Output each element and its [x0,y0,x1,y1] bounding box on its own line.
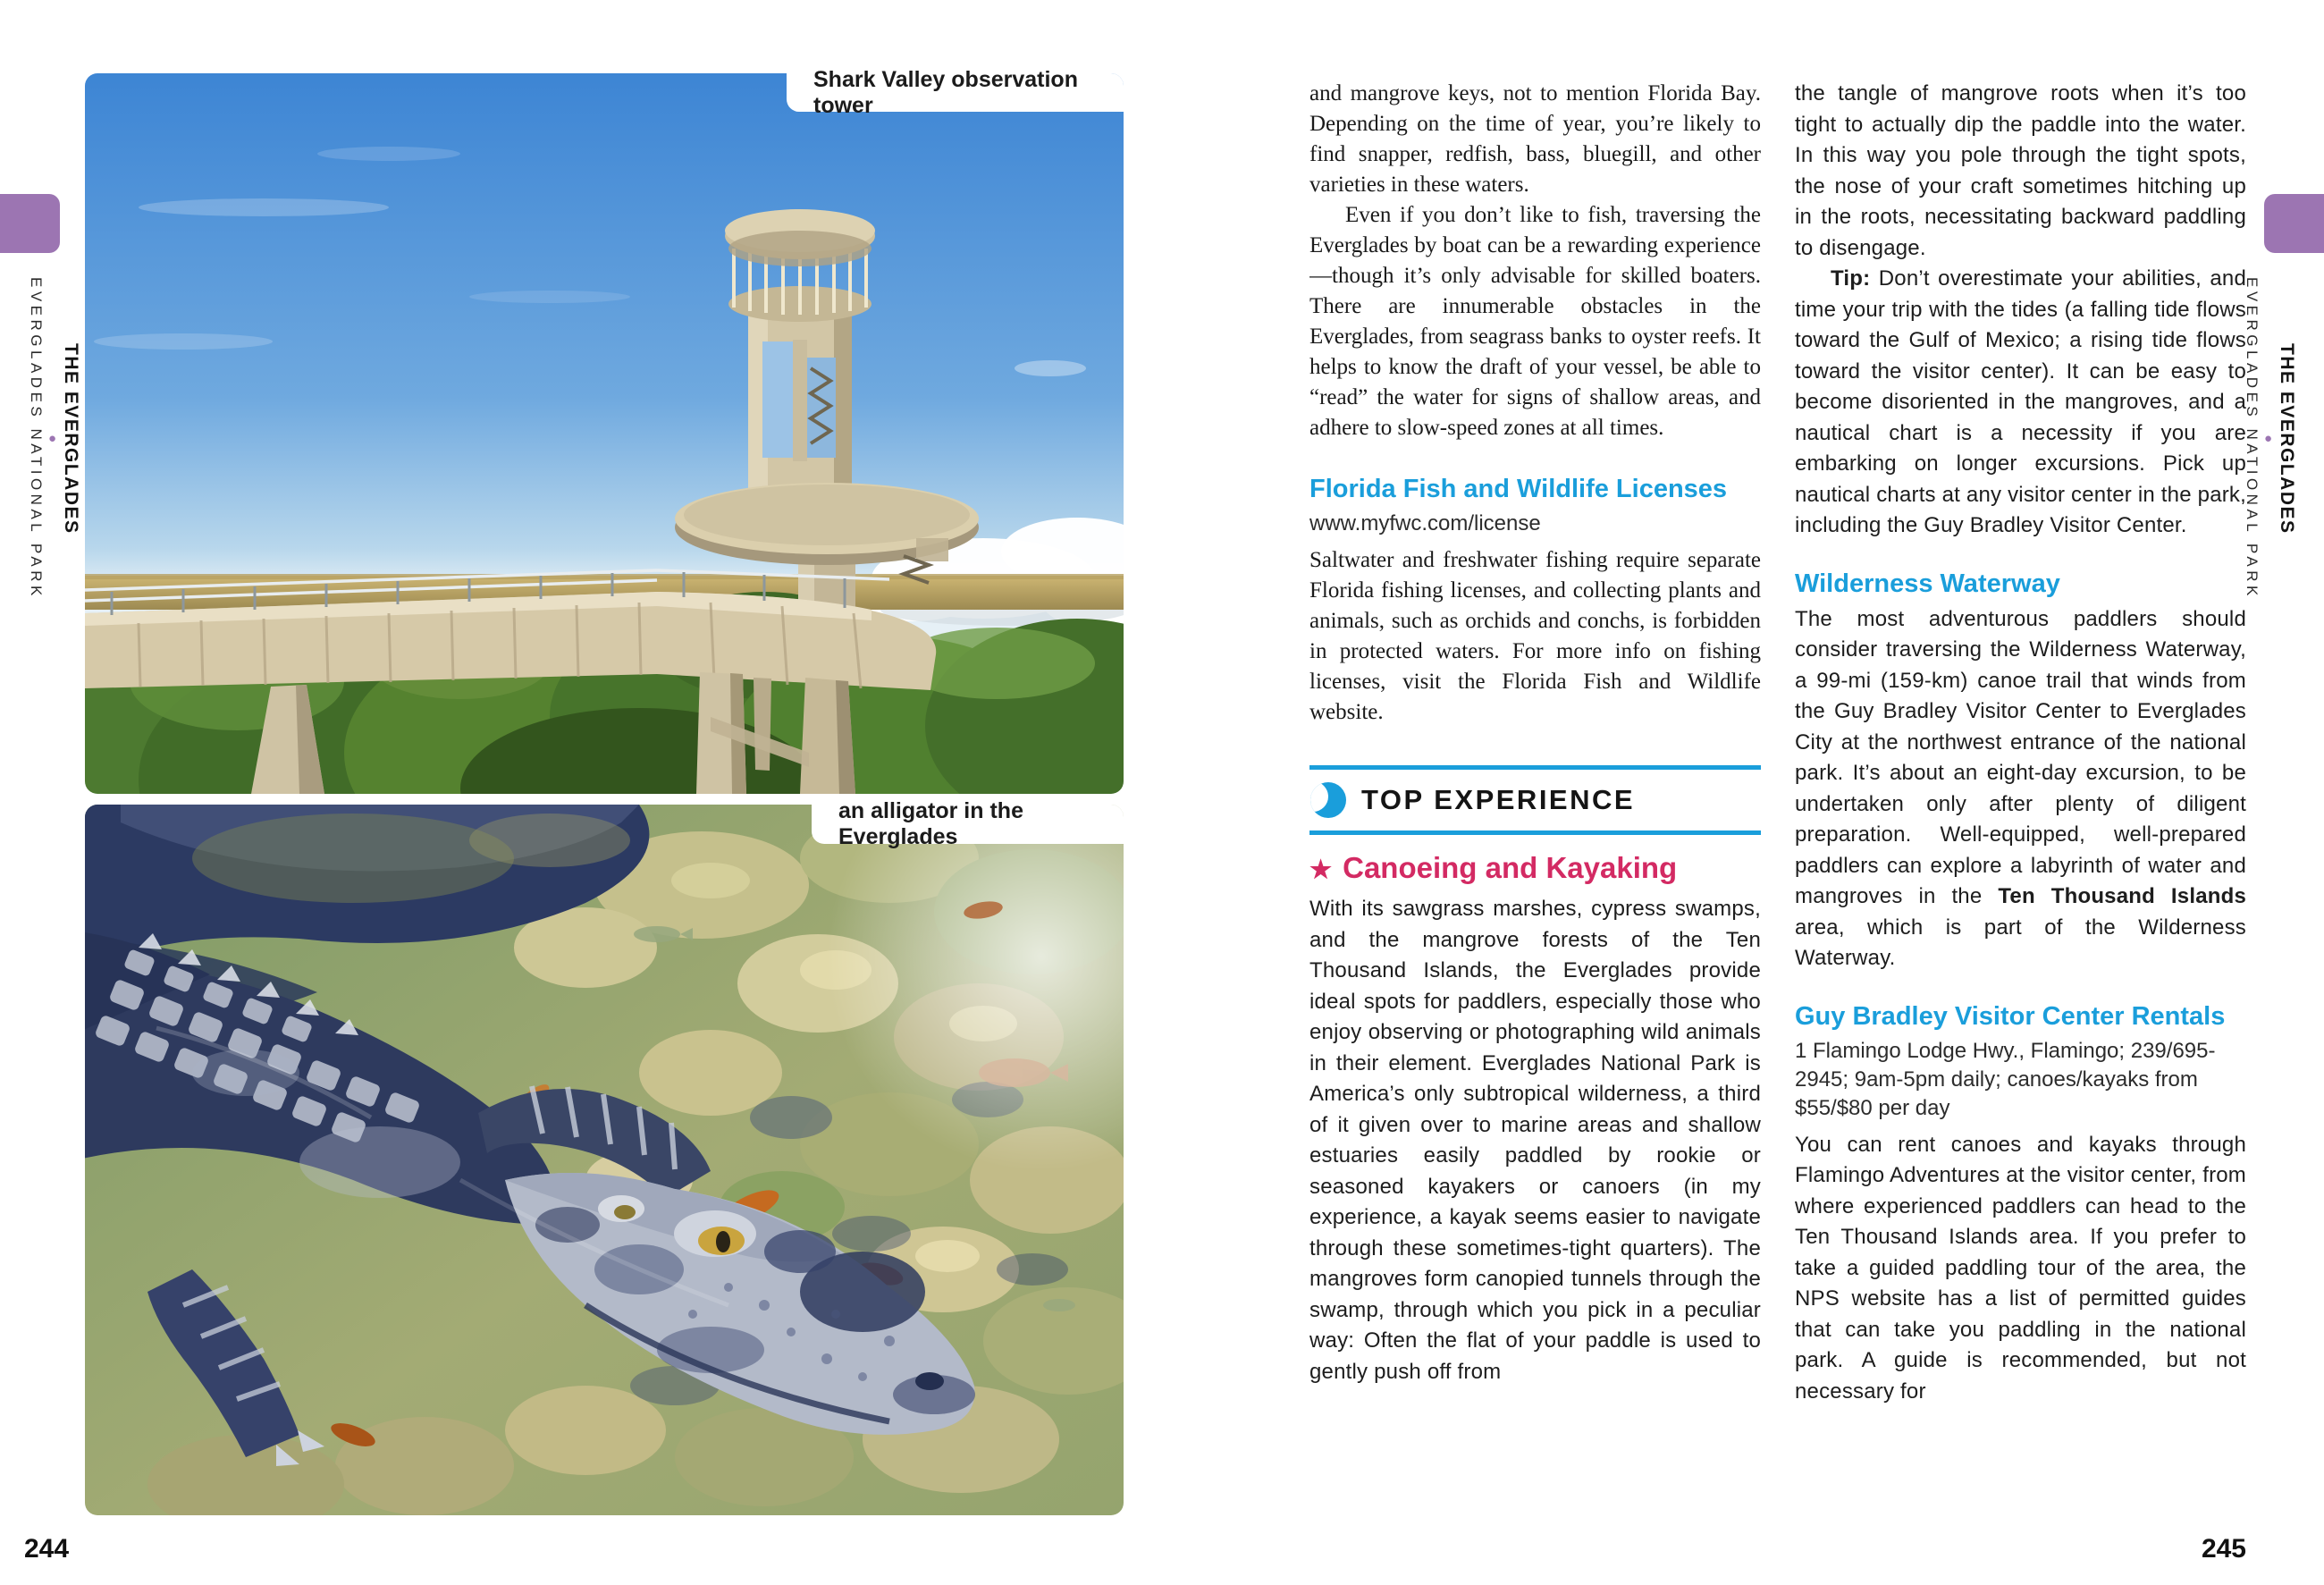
listing-url: www.myfwc.com/license [1309,511,1541,535]
chapter-tab-left [0,194,60,253]
tip-label: Tip: [1831,266,1871,291]
sidebar-chapter-title: THE EVERGLADES [2277,342,2297,535]
body-text: The most adventurous paddlers should consider traversing the Wilderness Waterway, a 99-mi (159-km) canoe trail that winds from the Guy Bradley Visitor Center to Everglades City at the northwest entrance of the national park. It’s about an eight-day excursion, to be undertaken only after plenty of diligent preparation. Well-equipped, well-prepared paddlers can explore a labyrinth of water and mangroves in the [1795,606,2246,908]
sidebar-left [27,277,81,600]
bold-place-name: Ten Thousand Islands [1998,884,2246,908]
body-paragraph [1795,604,2246,974]
top-experience-moon-icon [1309,781,1347,819]
page-number-right: 245 [2201,1534,2246,1564]
body-paragraph: With its sawgrass marshes, cypress swamps, and the mangrove forests of the Ten Thousand Islands, the Everglades provide ideal spots for paddlers, especially those who enjoy observing or photographing wild animals in their element. Everglades National Park is America’s only subtropical wilderness, a third of it given over to marine areas and shallow estuaries easily paddled by rookie or seasoned kayakers or canoers (in my experience, a kayak seems easier to navigate through these sometimes-tight quarters). The mangroves form canopied tunnels through the swamp, through which you pick in a peculiar way: Often the flat of your paddle is used to gently push off from [1309,897,1761,1384]
sidebar-section-title: EVERGLADES NATIONAL PARK [2244,277,2261,600]
observation-tower-illustration [85,73,1124,794]
caption-text: an alligator in the Everglades [838,798,1023,849]
chapter-tab-right [2264,194,2324,253]
photo-shark-valley-tower [85,73,1124,794]
listing-heading-wilderness: Wilderness Waterway [1795,569,2060,598]
alligator-illustration [85,805,1124,1515]
listing-details: 1 Flamingo Lodge Hwy., Flamingo; 239/695-2945; 9am-5pm daily; canoes/kayaks from $55/$80 per day [1795,1038,2216,1120]
activity-heading [1309,851,1761,885]
listing-heading-rentals: Guy Bradley Visitor Center Rentals [1795,1001,2226,1031]
body-paragraph: the tangle of mangrove roots when it’s too tight to actually dip the paddle into the water. In this way you pole through the tight spots, the nose of your craft sometimes hitching up in the roots, necessitating backward paddling to disengage. [1795,81,2246,260]
body-paragraph: Even if you don’t like to fish, traversing the Everglades by boat can be a rewarding experience—though it’s only advisable for skilled boaters. There are innumerable obstacles in the Everglades, from seagrass banks to oyster reefs. It helps to know the draft of your vessel, be able to “read” the water for signs of shallow areas, and adhere to slow-speed zones at all times. [1309,203,1761,440]
activity-heading-label: Canoeing and Kayaking [1343,851,1678,884]
star-icon: ★ [1309,856,1333,883]
sidebar-separator-dot: ● [2261,430,2276,446]
body-paragraph: and mangrove keys, not to mention Florida Bay. Depending on the time of year, you’re likely to find snapper, redfish, bass, bluegill, and other varieties in these waters. [1309,81,1761,197]
body-paragraph: You can rent canoes and kayaks through Flamingo Adventures at the visitor center, from where experienced paddlers can head to the Ten Thousand Islands area. If you prefer to take a guided paddling tour of the area, the NPS website has a list of permitted guides that can take you paddling in the national park. A guide is recommended, but not necessary for [1795,1132,2246,1404]
text-column-2 [1795,79,2246,1554]
page-number-left: 244 [24,1534,70,1564]
photo-alligator [85,805,1124,1515]
sidebar-section-title: EVERGLADES NATIONAL PARK [28,277,45,600]
body-paragraph: Saltwater and freshwater fishing require separate Florida fishing licenses, and collecting plants and animals, such as orchids and conchs, is forbidden in protected waters. For more info on fishing licenses, visit the Florida Fish and Wildlife website. [1309,548,1761,724]
caption-text: Shark Valley observation tower [813,66,1078,118]
tip-text: Don’t overestimate your abilities, and time your trip with the tides (a falling tide flows toward the Gulf of Mexico; a rising tide flows toward the visitor center). It can be easy to become disoriented in the mangroves, and a nautical chart is a necessity if you are embarking on longer excursions. Pick up nautical charts at any visitor center in the park, including the Guy Bradley Visitor Center. [1795,266,2246,537]
sidebar-right [2243,277,2297,600]
body-text: area, which is part of the Wilderness Waterway. [1795,915,2246,970]
sidebar-chapter-title: THE EVERGLADES [61,342,81,535]
text-column-1 [1309,79,1761,1554]
top-experience-label: TOP EXPERIENCE [1361,784,1636,815]
tip-paragraph [1795,264,2246,542]
photo-caption-alligator [812,798,1124,849]
top-experience-banner [1309,765,1761,835]
sidebar-separator-dot: ● [45,430,60,446]
listing-heading-licenses: Florida Fish and Wildlife Licenses [1309,475,1728,503]
photo-caption-tower [787,66,1124,118]
